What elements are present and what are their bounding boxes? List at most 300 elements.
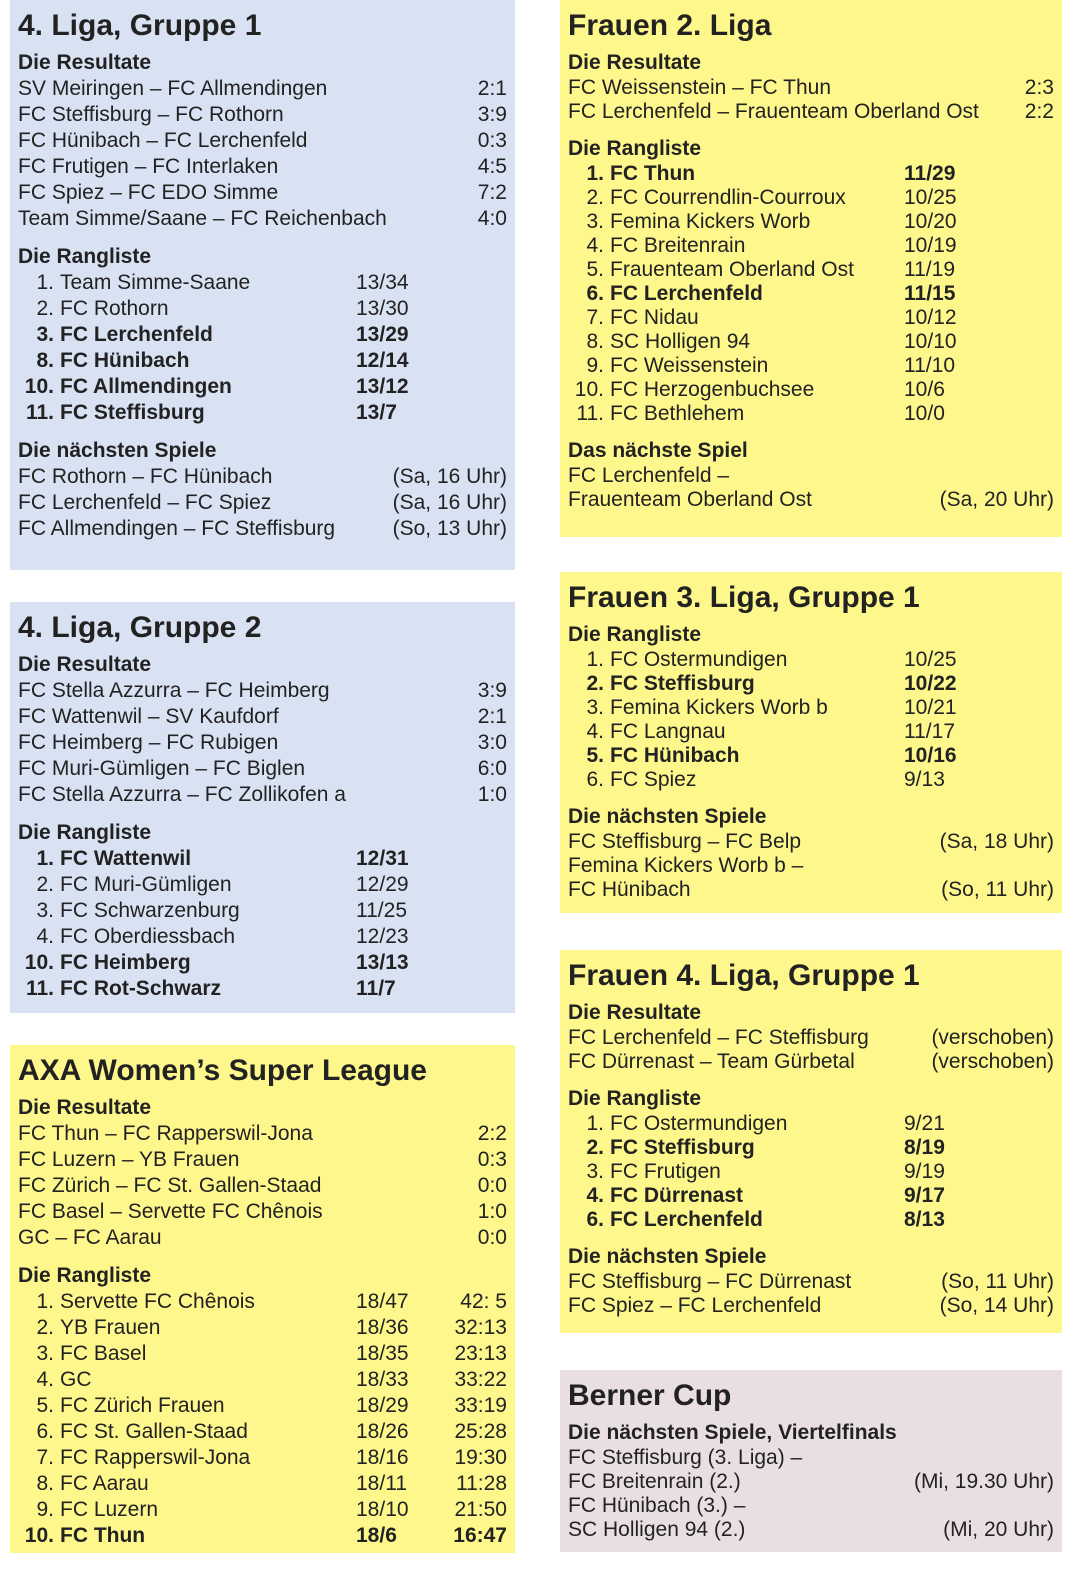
result-row <box>18 678 507 704</box>
games-points: 10/25 <box>904 648 957 671</box>
ranking-row <box>568 378 1054 402</box>
rank: 8. <box>36 349 54 372</box>
team-name: FC Thun <box>60 1524 146 1547</box>
games-points: 10/12 <box>904 306 957 329</box>
score: 1:0 <box>477 1200 507 1223</box>
section-heading: Die Rangliste <box>18 821 152 844</box>
team-name: FC Spiez <box>610 768 697 791</box>
score: 2:1 <box>477 705 507 728</box>
section-heading: Die Resultate <box>568 1001 702 1024</box>
ranking-row <box>18 950 507 976</box>
table-block-axa-wsl <box>10 1045 515 1553</box>
team-name: FC Wattenwil <box>60 847 192 870</box>
games-points: 18/11 <box>356 1472 407 1495</box>
ranking-row <box>568 720 1054 744</box>
section-heading: Die Resultate <box>18 653 152 676</box>
rank: 4. <box>586 720 604 743</box>
games-points: 11/15 <box>904 282 956 305</box>
games-points: 11/25 <box>356 899 407 922</box>
rank: 6. <box>586 1208 604 1231</box>
goal-difference: 33:19 <box>454 1394 507 1417</box>
team-name: FC Rothorn <box>60 297 169 320</box>
table-block-frauen-2-liga <box>560 0 1062 537</box>
score: (verschoben) <box>931 1026 1054 1049</box>
games-points: 10/6 <box>904 378 945 401</box>
fixture-row <box>568 1446 1054 1470</box>
section-heading: Die Resultate <box>568 51 702 74</box>
team-name: FC Zürich Frauen <box>60 1394 225 1417</box>
result-row <box>18 1199 507 1225</box>
ranking-row <box>18 1497 507 1523</box>
ranking-row <box>568 1184 1054 1208</box>
table-block-frauen-3-liga-g1 <box>560 572 1062 913</box>
kickoff-time: (So, 14 Uhr) <box>939 1294 1054 1317</box>
result-row <box>568 100 1054 124</box>
match: FC Frutigen – FC Interlaken <box>18 155 279 178</box>
games-points: 18/16 <box>356 1446 409 1469</box>
goal-difference: 23:13 <box>454 1342 507 1365</box>
score: 2:2 <box>1024 100 1054 123</box>
rank: 3. <box>36 323 54 346</box>
match: FC Lerchenfeld – Frauenteam Oberland Ost <box>568 100 979 123</box>
result-row <box>18 180 507 206</box>
match: SV Meiringen – FC Allmendingen <box>18 77 328 100</box>
score: 7:2 <box>477 181 507 204</box>
team-name: FC Frutigen <box>610 1160 721 1183</box>
score: 4:0 <box>477 207 507 230</box>
games-points: 12/29 <box>356 873 409 896</box>
ranking-row <box>568 1112 1054 1136</box>
ranking-row <box>18 296 507 322</box>
team-name: FC Ostermundigen <box>610 648 788 671</box>
score: 3:9 <box>477 103 507 126</box>
section-heading: Die Rangliste <box>568 137 702 160</box>
section-heading: Die Rangliste <box>18 245 152 268</box>
block-title: Frauen 3. Liga, Gruppe 1 <box>568 581 920 614</box>
match: FC Spiez – FC EDO Simme <box>18 181 279 204</box>
rank: 1. <box>586 648 604 671</box>
fixture-row <box>568 1294 1054 1318</box>
team-name: FC Herzogenbuchsee <box>610 378 815 401</box>
team-name: FC Muri-Gümligen <box>60 873 232 896</box>
result-row <box>18 128 507 154</box>
score: (verschoben) <box>931 1050 1054 1073</box>
block-title: Frauen 4. Liga, Gruppe 1 <box>568 959 920 992</box>
result-row <box>18 1173 507 1199</box>
games-points: 10/21 <box>904 696 957 719</box>
ranking-row <box>568 768 1054 792</box>
games-points: 13/13 <box>356 951 409 974</box>
games-points: 10/20 <box>904 210 957 233</box>
fixture-row <box>568 1494 1054 1518</box>
kickoff-time: (Sa, 16 Uhr) <box>392 491 507 514</box>
ranking-row <box>568 1160 1054 1184</box>
match: FC Zürich – FC St. Gallen-Staad <box>18 1174 322 1197</box>
ranking-row <box>18 1315 507 1341</box>
fixture-row <box>568 488 1054 512</box>
result-row <box>18 730 507 756</box>
rank: 4. <box>36 1368 54 1391</box>
score: 0:3 <box>477 1148 507 1171</box>
ranking-row <box>18 1341 507 1367</box>
match: FC Wattenwil – SV Kaufdorf <box>18 705 279 728</box>
games-points: 10/16 <box>904 744 957 767</box>
team-name: FC Langnau <box>610 720 726 743</box>
rank: 1. <box>586 1112 604 1135</box>
games-points: 8/19 <box>904 1136 945 1159</box>
ranking-row <box>568 696 1054 720</box>
rank: 10. <box>24 951 54 974</box>
team-name: FC Schwarzenburg <box>60 899 240 922</box>
ranking-row <box>568 744 1054 768</box>
games-points: 18/36 <box>356 1316 409 1339</box>
rank: 5. <box>36 1394 54 1417</box>
ranking-row <box>568 330 1054 354</box>
team-name: FC Dürrenast <box>610 1184 744 1207</box>
team-name: FC Ostermundigen <box>610 1112 788 1135</box>
rank: 1. <box>36 847 54 870</box>
team-name: FC Luzern <box>60 1498 159 1521</box>
match: FC Steffisburg – FC Belp <box>568 830 802 853</box>
ranking-row <box>568 1208 1054 1232</box>
ranking-row <box>18 1393 507 1419</box>
kickoff-time: (So, 13 Uhr) <box>392 517 507 540</box>
score: 0:0 <box>477 1174 507 1197</box>
team-name: FC Allmendingen <box>60 375 232 398</box>
goal-difference: 11:28 <box>456 1472 507 1495</box>
match: FC Lerchenfeld – FC Steffisburg <box>568 1026 869 1049</box>
team-name: FC Lerchenfeld <box>60 323 213 346</box>
section-heading: Die nächsten Spiele, Viertelfinals <box>568 1421 897 1444</box>
rank: 7. <box>586 306 604 329</box>
team-name: FC Rot-Schwarz <box>60 977 222 1000</box>
match: FC Heimberg – FC Rubigen <box>18 731 279 754</box>
games-points: 11/7 <box>356 977 396 1000</box>
games-points: 18/10 <box>356 1498 409 1521</box>
rank: 6. <box>586 282 604 305</box>
fixture-row <box>568 878 1054 902</box>
rank: 4. <box>36 925 54 948</box>
rank: 2. <box>36 297 54 320</box>
goal-difference: 19:30 <box>454 1446 507 1469</box>
games-points: 9/21 <box>904 1112 945 1135</box>
fixture-row <box>568 830 1054 854</box>
result-row <box>18 154 507 180</box>
match: FC Muri-Gümligen – FC Biglen <box>18 757 306 780</box>
rank: 2. <box>36 873 54 896</box>
games-points: 10/19 <box>904 234 957 257</box>
score: 2:1 <box>477 77 507 100</box>
result-row <box>18 1147 507 1173</box>
section-heading: Die nächsten Spiele <box>18 439 217 462</box>
score: 1:0 <box>477 783 507 806</box>
fixture-row <box>18 464 507 490</box>
games-points: 18/47 <box>356 1290 409 1313</box>
games-points: 18/6 <box>356 1524 397 1547</box>
rank: 3. <box>36 1342 54 1365</box>
goal-difference: 16:47 <box>453 1524 507 1547</box>
ranking-row <box>568 402 1054 426</box>
result-row <box>18 756 507 782</box>
score: 2:3 <box>1024 76 1054 99</box>
ranking-row <box>18 270 507 296</box>
ranking-row <box>18 400 507 426</box>
team-name: FC Hünibach <box>610 744 740 767</box>
ranking-row <box>568 672 1054 696</box>
rank: 1. <box>586 162 604 185</box>
result-row <box>18 704 507 730</box>
ranking-row <box>18 1367 507 1393</box>
games-points: 9/17 <box>904 1184 945 1207</box>
ranking-row <box>568 258 1054 282</box>
team-name: SC Holligen 94 <box>610 330 751 353</box>
games-points: 13/30 <box>356 297 409 320</box>
ranking-row <box>18 1445 507 1471</box>
team-name: FC Weissenstein <box>610 354 769 377</box>
ranking-row <box>18 1289 507 1315</box>
score: 4:5 <box>477 155 507 178</box>
games-points: 9/19 <box>904 1160 945 1183</box>
match: Femina Kickers Worb b – <box>568 854 804 877</box>
games-points: 18/29 <box>356 1394 409 1417</box>
games-points: 13/29 <box>356 323 409 346</box>
ranking-row <box>18 322 507 348</box>
kickoff-time: (Sa, 16 Uhr) <box>392 465 507 488</box>
match: FC Weissenstein – FC Thun <box>568 76 831 99</box>
goal-difference: 21:50 <box>454 1498 507 1521</box>
rank: 2. <box>586 1136 604 1159</box>
fixture-row <box>568 1270 1054 1294</box>
table-block-berner-cup <box>560 1370 1062 1552</box>
result-row <box>18 1225 507 1251</box>
match: FC Spiez – FC Lerchenfeld <box>568 1294 822 1317</box>
rank: 7. <box>36 1446 54 1469</box>
team-name: YB Frauen <box>60 1316 161 1339</box>
games-points: 12/23 <box>356 925 409 948</box>
games-points: 8/13 <box>904 1208 945 1231</box>
games-points: 13/7 <box>356 401 397 424</box>
block-title: 4. Liga, Gruppe 1 <box>18 9 262 42</box>
section-heading: Die Resultate <box>18 1096 152 1119</box>
match: SC Holligen 94 (2.) <box>568 1518 746 1541</box>
result-row <box>18 1121 507 1147</box>
rank: 2. <box>586 186 604 209</box>
team-name: FC Courrendlin-Courroux <box>610 186 846 209</box>
team-name: FC Steffisburg <box>60 401 205 424</box>
rank: 8. <box>586 330 604 353</box>
ranking-row <box>18 348 507 374</box>
team-name: GC <box>60 1368 92 1391</box>
match: FC Luzern – YB Frauen <box>18 1148 240 1171</box>
match: FC Breitenrain (2.) <box>568 1470 741 1493</box>
games-points: 11/17 <box>904 720 955 743</box>
team-name: FC Lerchenfeld <box>610 282 763 305</box>
team-name: FC Steffisburg <box>610 672 755 695</box>
team-name: Team Simme-Saane <box>60 271 251 294</box>
ranking-row <box>18 1419 507 1445</box>
rank: 6. <box>586 768 604 791</box>
team-name: FC Aarau <box>60 1472 149 1495</box>
team-name: Femina Kickers Worb b <box>610 696 828 719</box>
score: 3:9 <box>477 679 507 702</box>
fixture-row <box>18 516 507 542</box>
match: FC Rothorn – FC Hünibach <box>18 465 273 488</box>
ranking-row <box>568 282 1054 306</box>
rank: 6. <box>36 1420 54 1443</box>
result-row <box>568 76 1054 100</box>
match: FC Lerchenfeld – <box>568 464 730 487</box>
rank: 3. <box>36 899 54 922</box>
section-heading: Die Rangliste <box>568 623 702 646</box>
games-points: 9/13 <box>904 768 945 791</box>
ranking-row <box>18 374 507 400</box>
kickoff-time: (So, 11 Uhr) <box>941 1270 1054 1293</box>
rank: 3. <box>586 1160 604 1183</box>
games-points: 10/10 <box>904 330 957 353</box>
ranking-row <box>18 1523 507 1549</box>
rank: 1. <box>36 271 54 294</box>
kickoff-time: (Sa, 18 Uhr) <box>939 830 1054 853</box>
score: 0:0 <box>477 1226 507 1249</box>
team-name: FC Hünibach <box>60 349 190 372</box>
result-row <box>18 102 507 128</box>
games-points: 12/31 <box>356 847 409 870</box>
team-name: FC Bethlehem <box>610 402 745 425</box>
match: FC Steffisburg (3. Liga) – <box>568 1446 803 1469</box>
rank: 8. <box>36 1472 54 1495</box>
block-title: Frauen 2. Liga <box>568 9 772 42</box>
rank: 10. <box>574 378 604 401</box>
games-points: 18/26 <box>356 1420 409 1443</box>
games-points: 10/25 <box>904 186 957 209</box>
fixture-row <box>568 1470 1054 1494</box>
games-points: 11/29 <box>904 162 956 185</box>
ranking-row <box>568 162 1054 186</box>
rank: 4. <box>586 234 604 257</box>
team-name: FC Steffisburg <box>610 1136 755 1159</box>
kickoff-time: (Mi, 20 Uhr) <box>943 1518 1054 1541</box>
match: FC Stella Azzurra – FC Heimberg <box>18 679 330 702</box>
result-row <box>18 782 507 808</box>
rank: 11. <box>576 402 604 425</box>
games-points: 12/14 <box>356 349 409 372</box>
rank: 2. <box>586 672 604 695</box>
table-block-liga4-g2 <box>10 602 515 1013</box>
ranking-row <box>18 898 507 924</box>
match: FC Hünibach <box>568 878 691 901</box>
ranking-row <box>568 234 1054 258</box>
team-name: FC Lerchenfeld <box>610 1208 763 1231</box>
team-name: Servette FC Chênois <box>60 1290 255 1313</box>
match: FC Hünibach – FC Lerchenfeld <box>18 129 308 152</box>
rank: 3. <box>586 210 604 233</box>
rank: 1. <box>36 1290 54 1313</box>
match: Team Simme/Saane – FC Reichenbach <box>18 207 387 230</box>
team-name: FC Basel <box>60 1342 147 1365</box>
fixture-row <box>568 1518 1054 1542</box>
rank: 5. <box>586 744 604 767</box>
team-name: FC St. Gallen-Staad <box>60 1420 248 1443</box>
team-name: FC Breitenrain <box>610 234 746 257</box>
rank: 3. <box>586 696 604 719</box>
games-points: 18/35 <box>356 1342 409 1365</box>
team-name: FC Oberdiessbach <box>60 925 236 948</box>
team-name: FC Heimberg <box>60 951 191 974</box>
ranking-row <box>18 976 507 1002</box>
games-points: 13/34 <box>356 271 409 294</box>
ranking-row <box>18 1471 507 1497</box>
games-points: 10/22 <box>904 672 957 695</box>
team-name: FC Nidau <box>610 306 699 329</box>
section-heading: Die Resultate <box>18 51 152 74</box>
match: FC Thun – FC Rapperswil-Jona <box>18 1122 313 1145</box>
section-heading: Die nächsten Spiele <box>568 805 767 828</box>
kickoff-time: (Sa, 20 Uhr) <box>939 488 1054 511</box>
team-name: FC Rapperswil-Jona <box>60 1446 251 1469</box>
ranking-row <box>18 846 507 872</box>
section-heading: Die Rangliste <box>18 1264 152 1287</box>
games-points: 18/33 <box>356 1368 409 1391</box>
table-block-liga4-g1 <box>10 0 515 570</box>
block-title: AXA Women’s Super League <box>18 1054 427 1087</box>
match: GC – FC Aarau <box>18 1226 162 1249</box>
ranking-row <box>568 354 1054 378</box>
ranking-row <box>18 872 507 898</box>
rank: 10. <box>24 375 54 398</box>
section-heading: Die nächsten Spiele <box>568 1245 767 1268</box>
rank: 9. <box>586 354 604 377</box>
fixture-row <box>568 464 1054 488</box>
ranking-row <box>568 186 1054 210</box>
score: 2:2 <box>477 1122 507 1145</box>
kickoff-time: (So, 11 Uhr) <box>941 878 1054 901</box>
ranking-row <box>568 1136 1054 1160</box>
ranking-row <box>568 648 1054 672</box>
result-row <box>18 76 507 102</box>
match: FC Dürrenast – Team Gürbetal <box>568 1050 855 1073</box>
goal-difference: 32:13 <box>454 1316 507 1339</box>
match: FC Steffisburg – FC Dürrenast <box>568 1270 852 1293</box>
result-row <box>568 1050 1054 1074</box>
block-title: 4. Liga, Gruppe 2 <box>18 611 262 644</box>
goal-difference: 42: 5 <box>460 1290 507 1313</box>
games-points: 10/0 <box>904 402 945 425</box>
goal-difference: 33:22 <box>454 1368 507 1391</box>
kickoff-time: (Mi, 19.30 Uhr) <box>913 1470 1054 1493</box>
rank: 9. <box>36 1498 54 1521</box>
score: 3:0 <box>477 731 507 754</box>
ranking-row <box>568 210 1054 234</box>
score: 6:0 <box>477 757 507 780</box>
rank: 2. <box>36 1316 54 1339</box>
result-row <box>568 1026 1054 1050</box>
score: 0:3 <box>477 129 507 152</box>
match: FC Basel – Servette FC Chênois <box>18 1200 323 1223</box>
match: FC Steffisburg – FC Rothorn <box>18 103 284 126</box>
goal-difference: 25:28 <box>454 1420 507 1443</box>
section-heading: Die Rangliste <box>568 1087 702 1110</box>
match: FC Stella Azzurra – FC Zollikofen a <box>18 783 346 806</box>
ranking-row <box>18 924 507 950</box>
rank: 11. <box>25 977 54 1000</box>
match: FC Lerchenfeld – FC Spiez <box>18 491 272 514</box>
rank: 10. <box>24 1524 54 1547</box>
match: FC Hünibach (3.) – <box>568 1494 746 1517</box>
rank: 11. <box>25 401 54 424</box>
rank: 4. <box>586 1184 604 1207</box>
fixture-row <box>568 854 1054 878</box>
rank: 5. <box>586 258 604 281</box>
